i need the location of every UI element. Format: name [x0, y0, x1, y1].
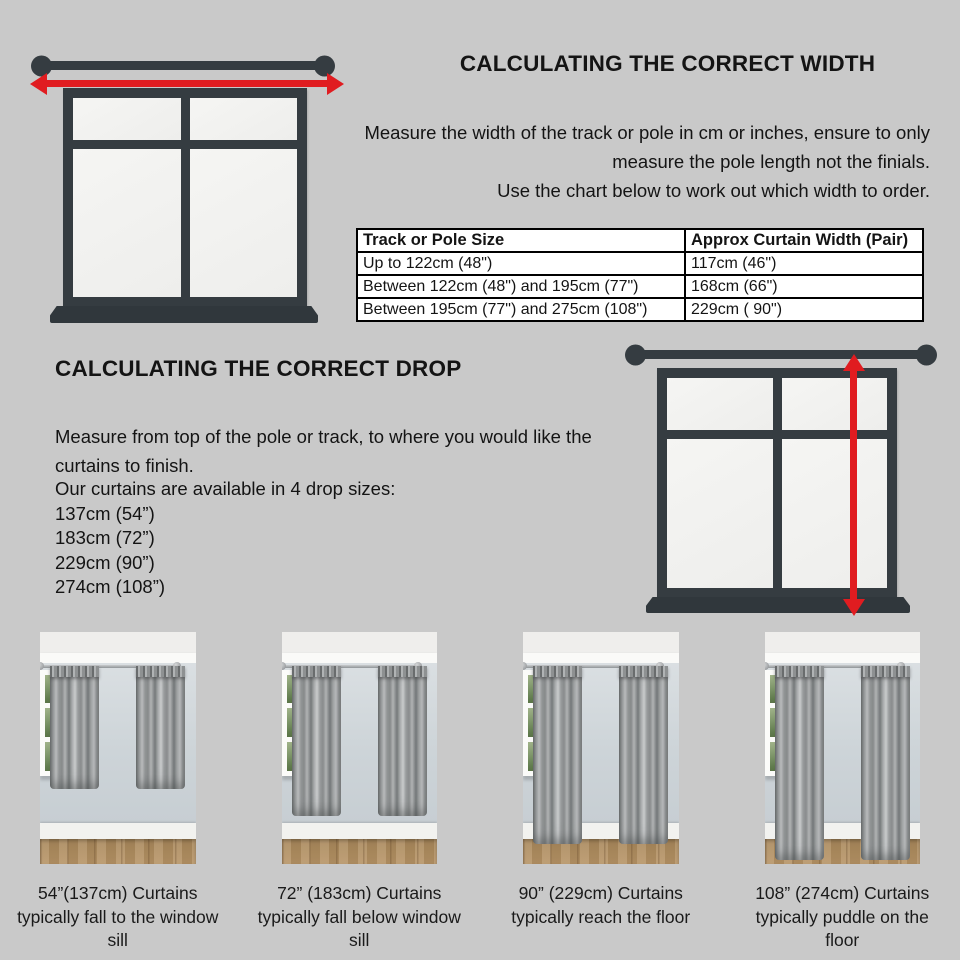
drop-measure-illustration: [620, 340, 952, 630]
curtain-panel-left: [533, 666, 582, 843]
width-instruction-1: Measure the width of the track or pole in cm or inches, ensure to only measure the pole length not the finials.: [364, 121, 930, 172]
crown-molding: [765, 653, 921, 663]
table-row: [357, 275, 923, 298]
curtain-photo-90in: [523, 632, 679, 864]
caption-72in: 72” (183cm) Curtains typically fall below window sill: [257, 883, 461, 950]
finial-right-icon: [916, 344, 937, 365]
caption-54in: 54”(137cm) Curtains typically fall to the window sill: [17, 883, 219, 950]
curtain-photo-54in: [40, 632, 196, 864]
curtain-panel-right: [378, 666, 427, 816]
ceiling: [282, 632, 438, 653]
curtain-panel-right: [136, 666, 185, 788]
curtain-length-photos: [0, 616, 960, 880]
baseboard: [282, 823, 438, 839]
curtain-pole-graphic: [40, 61, 326, 70]
window-sill: [50, 306, 318, 323]
wood-floor: [40, 839, 196, 864]
caption-108in: 108” (274cm) Curtains typically puddle on the floor: [755, 883, 930, 950]
width-arrow-icon: [46, 80, 328, 87]
width-size-table: [356, 228, 924, 322]
ceiling: [523, 632, 679, 653]
drop-sizes-list: [55, 477, 395, 600]
table-row: [357, 298, 923, 321]
ceiling: [765, 632, 921, 653]
table-cell-curtain-width: 117cm (46"): [685, 252, 923, 275]
drop-size-item: 229cm (90”): [55, 551, 155, 573]
table-header-curtain-width: Approx Curtain Width (Pair): [685, 229, 923, 252]
crown-molding: [523, 653, 679, 663]
window-pane: [190, 149, 298, 297]
window-pane: [190, 98, 298, 140]
curtain-panel-left: [50, 666, 99, 788]
curtain-panel-right: [861, 666, 910, 860]
window-pane: [782, 439, 888, 588]
wood-floor: [282, 839, 438, 864]
drop-size-item: 274cm (108”): [55, 576, 166, 597]
curtain-photo-108in: [765, 632, 921, 864]
curtain-panel-left: [775, 666, 824, 860]
window-sill: [646, 597, 910, 613]
curtain-panel-left: [292, 666, 341, 816]
drop-sizes-intro: Our curtains are available in 4 drop sizes:: [55, 478, 396, 499]
window-graphic: [63, 88, 307, 307]
table-cell-curtain-width: 229cm ( 90"): [685, 298, 923, 321]
photo-captions: [0, 882, 960, 953]
window-pane: [667, 378, 773, 430]
drop-instruction: Measure from top of the pole or track, to where you would like the curtains to finish.: [55, 425, 592, 476]
window-panes: [73, 98, 297, 297]
table-row: [357, 252, 923, 275]
curtain-panel-right: [619, 666, 668, 843]
table-cell-track-size: Up to 122cm (48"): [357, 252, 685, 275]
table-cell-track-size: Between 122cm (48") and 195cm (77"): [357, 275, 685, 298]
table-header-track-or-pole: Track or Pole Size: [357, 229, 685, 252]
baseboard: [40, 823, 196, 839]
window-pane: [73, 98, 181, 140]
ceiling: [40, 632, 196, 653]
drop-arrow-icon: [850, 370, 857, 600]
window-pane: [73, 149, 181, 297]
finial-left-icon: [625, 344, 646, 365]
crown-molding: [40, 653, 196, 663]
curtain-pole-graphic: [634, 350, 928, 359]
table-cell-curtain-width: 168cm (66"): [685, 275, 923, 298]
drop-size-item: 137cm (54”): [55, 502, 155, 524]
width-measure-illustration: [28, 48, 338, 328]
table-cell-track-size: Between 195cm (77") and 275cm (108"): [357, 298, 685, 321]
window-pane: [667, 439, 773, 588]
table-header-row: [357, 229, 923, 252]
caption-90in: 90” (229cm) Curtains typically reach the floor: [511, 883, 691, 927]
window-pane: [782, 378, 888, 430]
drop-section-title: CALCULATING THE CORRECT DROP: [55, 356, 462, 381]
curtain-photo-72in: [282, 632, 438, 864]
width-section-title: CALCULATING THE CORRECT WIDTH: [459, 51, 876, 76]
window-graphic: [657, 368, 897, 598]
drop-size-item: 183cm (72”): [55, 527, 155, 548]
crown-molding: [282, 653, 438, 663]
width-instruction-2: Use the chart below to work out which width to order.: [497, 179, 930, 201]
